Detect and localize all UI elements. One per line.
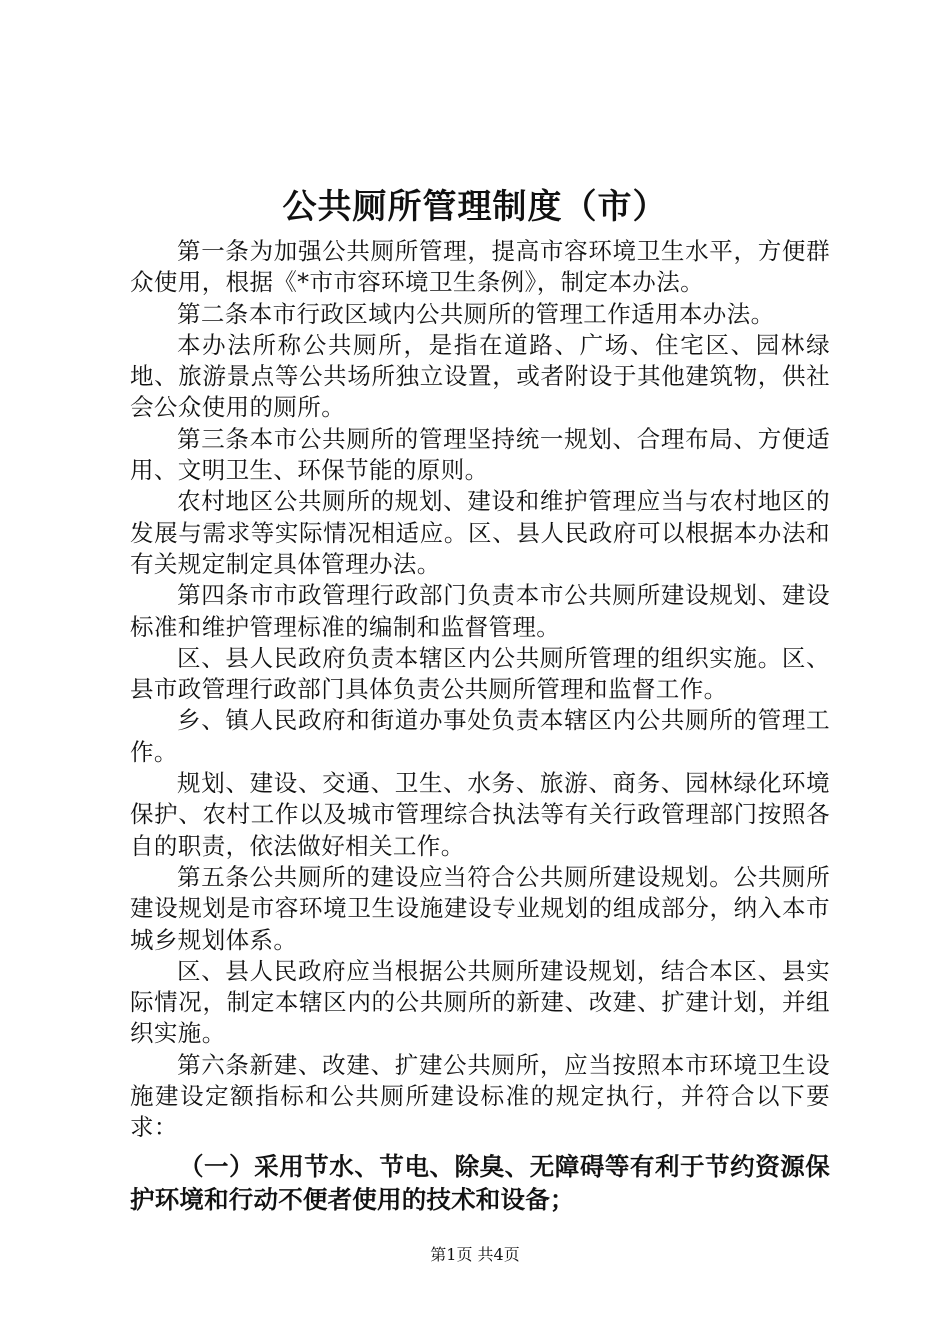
paragraph-rural-areas: 农村地区公共厕所的规划、建设和维护管理应当与农村地区的发展与需求等实际情况相适应。区、县人民政府可以根据本办法和有关规定制定具体管理办法。 (130, 487, 830, 578)
paragraph-article-4: 第四条市市政管理行政部门负责本市公共厕所建设规划、建设标准和维护管理标准的编制和监督管理。 (130, 581, 830, 641)
paragraph-township-government: 乡、镇人民政府和街道办事处负责本辖区内公共厕所的管理工作。 (130, 706, 830, 766)
page-footer: 第1页 共4页 (430, 1245, 520, 1264)
paragraph-article-3: 第三条本市公共厕所的管理坚持统一规划、合理布局、方便适用、文明卫生、环保节能的原则。 (130, 424, 830, 485)
paragraph-related-departments: 规划、建设、交通、卫生、水务、旅游、商务、园林绿化环境保护、农村工作以及城市管理综合执法等有关行政管理部门按照各自的职责，依法做好相关工作。 (130, 769, 830, 860)
paragraph-article-6: 第六条新建、改建、扩建公共厕所，应当按照本市环境卫生设施建设定额指标和公共厕所建设标准的规定执行，并符合以下要求： (130, 1050, 830, 1142)
paragraph-district-government: 区、县人民政府负责本辖区内公共厕所管理的组织实施。区、县市政管理行政部门具体负责公共厕所管理和监督工作。 (130, 643, 830, 704)
document-body (130, 236, 830, 1216)
document-title: 公共厕所管理制度（市） (282, 187, 668, 227)
paragraph-requirement-1: （一）采用节水、节电、除臭、无障碍等有利于节约资源保护环境和行动不便者使用的技术和设备； (130, 1151, 830, 1214)
paragraph-definition: 本办法所称公共厕所，是指在道路、广场、住宅区、园林绿地、旅游景点等公共场所独立设置，或者附设于其他建筑物，供社会公众使用的厕所。 (130, 330, 830, 422)
paragraph-article-5: 第五条公共厕所的建设应当符合公共厕所建设规划。公共厕所建设规划是市容环境卫生设施建设专业规划的组成部分，纳入本市城乡规划体系。 (130, 862, 830, 954)
paragraph-article-2: 第二条本市行政区域内公共厕所的管理工作适用本办法。 (177, 299, 775, 328)
paragraph-construction-plan: 区、县人民政府应当根据公共厕所建设规划，结合本区、县实际情况，制定本辖区内的公共厕所的新建、改建、扩建计划，并组织实施。 (130, 956, 830, 1048)
paragraph-article-1: 第一条为加强公共厕所管理，提高市容环境卫生水平，方便群众使用，根据《*市市容环境卫生条例》，制定本办法。 (130, 237, 830, 297)
